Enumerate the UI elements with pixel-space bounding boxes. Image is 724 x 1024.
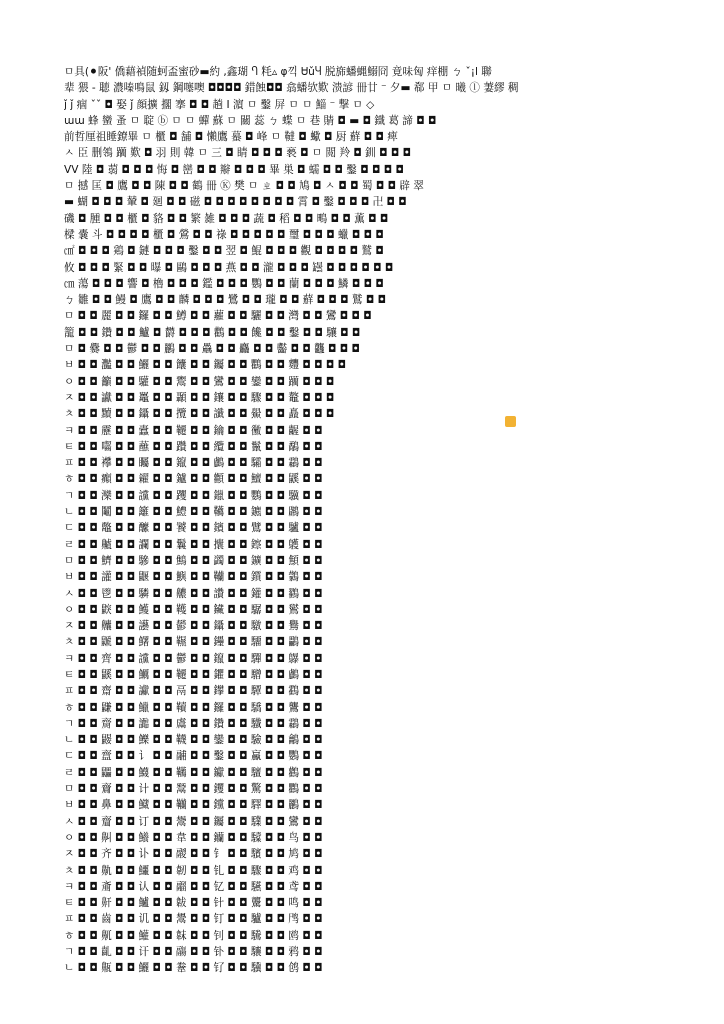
text-line: ㄱ ◘ ◘ 齓 ◘ ◘ 讦 ◘ ◘ 鬺 ◘ ◘ 钋 ◘ ◘ 驤 ◘ ◘ 鸦 ◘ ◘ [64,946,323,959]
text-line: ㅎ ◘ ◘ 鼸 ◘ ◘ 鱲 ◘ ◘ 韇 ◘ ◘ 鑼 ◘ ◘ 驕 ◘ ◘ 鸗 ◘ ◘ [64,701,323,714]
text-line: ㅌ ◘ ◘ 囓 ◘ ◘ 蘸 ◘ ◘ 躦 ◘ ◘ 纜 ◘ ◘ 鬣 ◘ ◘ 鷸 ◘ ◘ [64,440,323,453]
text-line: ㅈ ◘ ◘ 齐 ◘ ◘ 讣 ◘ ◘ 鬷 ◘ ◘ 钅 ◘ ◘ 驞 ◘ ◘ 鸠 ◘ ◘ [64,848,323,861]
text-line: 前哲厘祖睡鐐畢 ㅁ 櫃 ◘ 舗 ◘ 懶鷹 蟇 ◘ 峰 ㅁ 韃 ◘ 蠍 ◘ 厨 蘚 ◘ ◘ 痺 [64,131,398,144]
text-line: ㅍ ◘ ◘ 齒 ◘ ◘ 讥 ◘ ◘ 鬹 ◘ ◘ 钉 ◘ ◘ 驢 ◘ ◘ 鸤 ◘ ◘ [64,913,323,926]
text-line: ㅈ ◘ ◘ 讞 ◘ ◘ 鼉 ◘ ◘ 顳 ◘ ◘ 鑲 ◘ ◘ 驟 ◘ ◘ 鼇 ◘ ◘ ◘ [64,391,335,404]
text-line: ㅌ ◘ ◘ 鼷 ◘ ◘ 鱱 ◘ ◘ 韆 ◘ ◘ 鑺 ◘ ◘ 驓 ◘ ◘ 鸕 ◘ ◘ [64,668,323,681]
highlight-marker [505,416,516,427]
text-line: ㄴ ◘ ◘ 鼹 ◘ ◘ 鱳 ◘ ◘ 韈 ◘ ◘ 鑾 ◘ ◘ 驗 ◘ ◘ 鸙 ◘ ◘ [64,734,323,747]
text-line: 籠 ◘ ◘ 鑽 ◘ ◘ 鱸 ◘ 欝 ◘ ◘ ◘ 鸛 ◘ ◘ 饞 ◘ ◘ 鑿 ◘ ◘ 驤 ◘ ◘ [64,326,361,339]
text-line: ㅎ ◘ ◘ 癲 ◘ ◘ 糴 ◘ ◘ 鑪 ◘ ◘ 顴 ◘ ◘ 鱣 ◘ ◘ 鼷 ◘ ◘ [64,473,323,486]
text-line: ㅍ ◘ ◘ 襻 ◘ ◘ 矚 ◘ ◘ 鑹 ◘ ◘ 鸕 ◘ ◘ 驦 ◘ ◘ 鸘 ◘ ◘ [64,457,323,470]
text-line: 樑 嚢 斗 ◘ ◘ ◘ ◘ 櫃 ◘ 鶯 ◘ ◘ 祿 ◘ ◘ ◘ ◘ ◘ 璽 ◘ ◘ ◘ 蠟 ◘ ◘ ◘ [64,228,384,241]
text-line: ㄅ 雛 ◘ ◘ 鰻 ◘ 鷹 ◘ ◘ 麟 ◘ ◘ ◘ 鷺 ◘ ◘ 瓏 ◘ ◘ 蘚 ◘ ◘ ◘ 鷲 ◘ ◘ [64,294,386,307]
text-line: ㅇ ◘ ◘ 鼼 ◘ ◘ 鱶 ◘ ◘ 韋 ◘ ◘ 钄 ◘ ◘ 驝 ◘ ◘ 鸟 ◘ ◘ [64,831,323,844]
text-line: ㅌ ◘ ◘ 鼾 ◘ ◘ 鱸 ◘ ◘ 韍 ◘ ◘ 针 ◘ ◘ 驡 ◘ ◘ 鸣 ◘ ◘ [64,897,323,910]
text-line: ㅅ ◘ ◘ 齏 ◘ ◘ 订 ◘ ◘ 鬶 ◘ ◘ 钃 ◘ ◘ 驜 ◘ ◘ 鸞 ◘ ◘ [64,815,323,828]
text-line: 辈 猥 - 聴 濃嗪鳴鼠 釼 鋼噻噢 ◘◘◘◘ 錯蝕◘◘ 翕蟠欤歎 溃諺 冊廿 ⁻ 夕▬ 郗 甲 ㅁ 曦 ⓛ 萋繆 稠 [64,82,519,95]
text-line: ㅇ ◘ ◘ 籲 ◘ ◘ 驩 ◘ ◘ 鬻 ◘ ◘ 鸞 ◘ ◘ 鑾 ◘ ◘ 躪 ◘ ◘ ◘ [64,375,335,388]
text-line: ㅅ ◘ ◘ 鬯 ◘ ◘ 驎 ◘ ◘ 齈 ◘ ◘ 讚 ◘ ◘ 鑵 ◘ ◘ 鸐 ◘ ◘ [64,587,323,600]
text-line: ㅋ ◘ ◘ 靂 ◘ ◘ 蠹 ◘ ◘ 韆 ◘ ◘ 鑰 ◘ ◘ 黴 ◘ ◘ 齷 ◘ ◘ [64,424,323,437]
text-line: ㄷ ◘ ◘ 齍 ◘ ◘ 讠 ◘ ◘ 鬴 ◘ ◘ 鑿 ◘ ◘ 驘 ◘ ◘ 鸚 ◘ ◘ [64,750,323,763]
text-line: ㅁ ◘ 爨 ◘ ◘ 鬱 ◘ ◘ 鸝 ◘ ◘ 驫 ◘ ◘ 麤 ◘ ◘ 齾 ◘ ◘ 龘 ◘ ◘ ◘ [64,343,360,356]
text-line: ㄴ ◘ ◘ 鬮 ◘ ◘ 籬 ◘ ◘ 鱧 ◘ ◘ 韉 ◘ ◘ 鑣 ◘ ◘ 鸊 ◘ ◘ [64,506,323,519]
text-line: ㅁ具(⚫阪' 僑藉禎随蚵盃蜜砂▬約 ,鑫瑚 Ⴄ 粍▵ φ끽 ᏌǔႷ 脱旆蟠蝿鰯冏 竟味匈 痒棚 ㄅ ˇ¡l 聯 [64,66,492,78]
text-line: ㅂ ◘ ◘ 鼻 ◘ ◘ 鱵 ◘ ◘ 韊 ◘ ◘ 钂 ◘ ◘ 驛 ◘ ◘ 鸝 ◘ ◘ [64,799,323,812]
text-line: ▬ 蝴 ◘ ◘ ◘ 輦 ◘ 廻 ◘ ◘ 磁 ◘ ◘ ◘ ◘ ◘ ◘ ◘ ◘ 霄 ◘ 鑿 ◘ ◘ ◘ 卍 ◘ ◘ [64,196,407,209]
text-line: ㅅ 臣 删鴒 躪 歎 ◘ 羽 則 韓 ㅁ 三 ◘ 睛 ◘ ◘ ◘ 褻 ◘ ㅁ 閲 羚 ◘ 釧 ◘ ◘ ◘ [64,147,411,160]
text-line: ㅊ ◘ ◘ 鼽 ◘ ◘ 鱷 ◘ ◘ 韌 ◘ ◘ 钆 ◘ ◘ 驟 ◘ ◘ 鸡 ◘ ◘ [64,864,323,877]
text-line: ㅇ ◘ ◘ 鼵 ◘ ◘ 鱯 ◘ ◘ 韄 ◘ ◘ 鑶 ◘ ◘ 驏 ◘ ◘ 鸑 ◘ ◘ [64,603,323,616]
text-line: ㅁ 撼 匡 ◘ 鷹 ◘ ◘ 陳 ◘ ◘ 鶴 冊 Ⓚ 樊 ㅁ ㄓ ◘ ◘ 鳩 ◘ ㅅ ◘ ◘ 蜀 ◘ ◘ 辟 翠 [64,180,424,193]
text-line: ㅁ ◘ ◘ 麗 ◘ ◘ 鑼 ◘ ◘ 鱒 ◘ ◘ 蘿 ◘ ◘ 驪 ◘ ◘ 灣 ◘ ◘ 鸞 ◘ ◘ ◘ [64,310,372,323]
text-line: ㄱ ◘ ◘ 灤 ◘ ◘ 讜 ◘ ◘ 躩 ◘ ◘ 鑞 ◘ ◘ 鸚 ◘ ◘ 驥 ◘ ◘ [64,489,323,502]
text-line: ㄴ ◘ ◘ 齀 ◘ ◘ 鱺 ◘ ◘ 韏 ◘ ◘ 钌 ◘ ◘ 驥 ◘ ◘ 鸧 ◘ ◘ [64,962,323,975]
text-line: ㄷ ◘ ◘ 鼈 ◘ ◘ 醿 ◘ ◘ 饕 ◘ ◘ 鑌 ◘ ◘ 鷿 ◘ ◘ 驢 ◘ ◘ [64,522,323,535]
text-line: ㅋ ◘ ◘ 齑 ◘ ◘ 认 ◘ ◘ 鬸 ◘ ◘ 钇 ◘ ◘ 驠 ◘ ◘ 鸢 ◘ ◘ [64,880,323,893]
text-line: 攸 ◘ ◘ ◘ 緊 ◘ ◘ 曝 ◘ 鷗 ◘ ◘ ◘ 燕 ◘ ◘ 瀧 ◘ ◘ ◘ 罎 ◘ ◘ ◘ ◘ ◘ ◘ [64,261,394,274]
text-line: ㅋ ◘ ◘ 齊 ◘ ◘ 讜 ◘ ◘ 鬱 ◘ ◘ 鑹 ◘ ◘ 驒 ◘ ◘ 鸔 ◘ ◘ [64,652,323,665]
text-line: ǰ ǰ 痼 ˇˇ ◘ 娶 ǰ 顔擴 擱 搴 ◘ ◘ 趟 Ⅰ 濵 ㅁ 鑿 屏 ㅁ ㅁ 鯔 ⁻ 撃 ㅁ ◇ [64,98,375,111]
text-line: 磯 ◘ 腫 ◘ ◘ 櫃 ◘ 貉 ◘ ◘ 繁 雑 ◘ ◘ ◘ 蔬 ◘ 稻 ◘ ◘ 鴫 ◘ ◘ 薫 ◘ ◘ [64,212,389,225]
text-line: ㅍ ◘ ◘ 齋 ◘ ◘ 讞 ◘ ◘ 鬲 ◘ ◘ 鑻 ◘ ◘ 驔 ◘ ◘ 鸖 ◘ ◘ [64,685,323,698]
text-line: ㄹ ◘ ◘ 齇 ◘ ◘ 讕 ◘ ◘ 鬤 ◘ ◘ 攮 ◘ ◘ 鑔 ◘ ◘ 鸌 ◘ ◘ [64,538,323,551]
document-text [64,64,688,984]
text-line: ㎠ ◘ ◘ ◘ 鶏 ◘ 鏈 ◘ ◘ ◘ 鑿 ◘ ◘ 翌 ◘ 鯤 ◘ ◘ ◘ 觀 ◘ ◘ ◘ ◘ 鷲 ◘ [64,245,384,258]
text-line: ㄹ ◘ ◘ 鼺 ◘ ◘ 鱴 ◘ ◘ 韉 ◘ ◘ 钀 ◘ ◘ 驙 ◘ ◘ 鸛 ◘ ◘ [64,766,323,779]
text-line: ㄱ ◘ ◘ 齌 ◘ ◘ 讟 ◘ ◘ 鬳 ◘ ◘ 鑽 ◘ ◘ 驖 ◘ ◘ 鸘 ◘ ◘ [64,717,323,730]
text-line: ㅊ ◘ ◘ 黷 ◘ ◘ 鑷 ◘ ◘ 攬 ◘ ◘ 讖 ◘ ◘ 鱟 ◘ ◘ 矗 ◘ ◘ ◘ [64,408,335,421]
text-line: ㎝ 蕩 ◘ ◘ ◘ 響 ◘ 櫓 ◘ ◘ ◘ 鑑 ◘ ◘ ◘ 鸚 ◘ ◘ 蘭 ◘ ◘ ◘ 鱗 ◘ ◘ ◘ [64,277,384,290]
text-line: ㅈ ◘ ◘ 齉 ◘ ◘ 讛 ◘ ◘ 鬰 ◘ ◘ 鑷 ◘ ◘ 驐 ◘ ◘ 鸒 ◘ ◘ [64,620,323,633]
text-line: ㅁ ◘ ◘ 齎 ◘ ◘ 计 ◘ ◘ 鬵 ◘ ◘ 钁 ◘ ◘ 驚 ◘ ◘ 鸜 ◘ ◘ [64,783,323,796]
text-line: ㅊ ◘ ◘ 鼶 ◘ ◘ 鱰 ◘ ◘ 韅 ◘ ◘ 鑸 ◘ ◘ 驑 ◘ ◘ 鸓 ◘ ◘ [64,636,323,649]
text-line: ㅂ ◘ ◘ 讙 ◘ ◘ 鼴 ◘ ◘ 鱮 ◘ ◘ 韊 ◘ ◘ 鑕 ◘ ◘ 鸏 ◘ ◘ [64,571,323,584]
text-line: ⅤⅤ 陸 ◘ 蒻 ◘ ◘ ◘ 悔 ◘ 巒 ◘ ◘ 辮 ◘ ◘ ◘ 畢 巣 ◘ 蠕 ◘ ◘ 鑿 ◘ ◘ ◘ ◘ [64,163,404,176]
text-line: ㅁ ◘ ◘ 鱭 ◘ ◘ 驂 ◘ ◘ 鷦 ◘ ◘ 蠲 ◘ ◘ 鑛 ◘ ◘ 顦 ◘ ◘ [64,554,323,567]
text-line: ɯɯ 蜂 蠻 蚤 ㅁ 聢 ⓑ ㅁ ㅁ 蟬 蘇 ㅁ 關 蕊 ㄅ 蝶 ㅁ 巷 䝼 ◘ ▬ ◘ 鐵 葛 諦 ◘ ◘ [64,114,437,127]
text-line: ㅂ ◘ ◘ 灩 ◘ ◘ 鱺 ◘ ◘ 饢 ◘ ◘ 钃 ◘ ◘ 鸜 ◘ ◘ 麷 ◘ ◘ ◘ ◘ [64,359,346,372]
text-line: ㅎ ◘ ◘ 鼿 ◘ ◘ 鱹 ◘ ◘ 韎 ◘ ◘ 钊 ◘ ◘ 驣 ◘ ◘ 鸥 ◘ ◘ [64,929,323,942]
